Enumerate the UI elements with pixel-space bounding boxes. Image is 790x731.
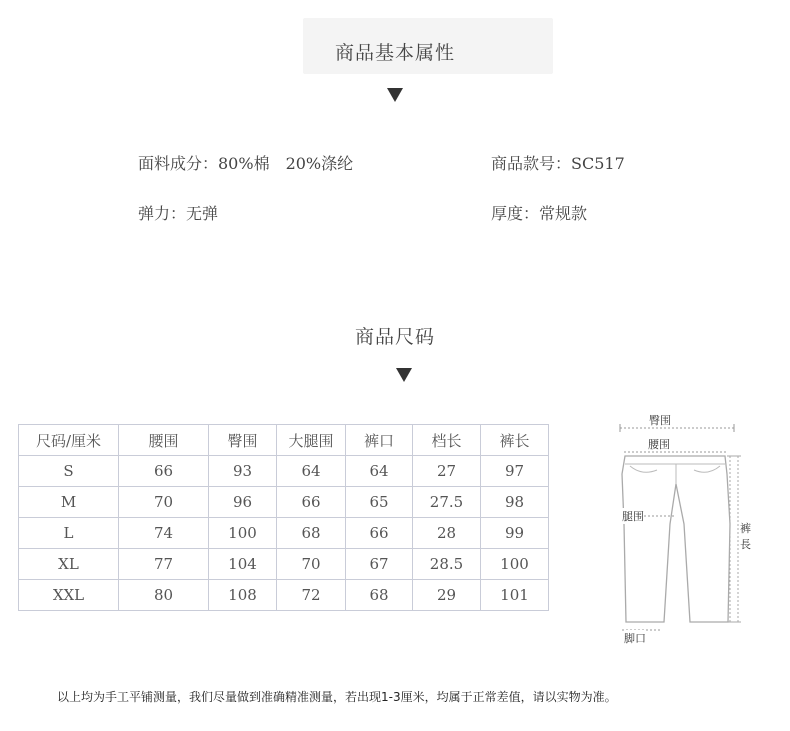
- size-table-header-cell: 大腿围: [277, 425, 346, 456]
- diagram-label-thigh: 腿围: [622, 510, 644, 523]
- diagram-label-hem: 脚口: [624, 632, 646, 645]
- size-table-value-cell: 74: [119, 518, 209, 549]
- size-table-size-cell: S: [19, 456, 119, 487]
- diagram-label-length-1: 裤: [740, 522, 751, 535]
- size-table-value-cell: 101: [481, 580, 549, 611]
- size-table-value-cell: 27.5: [413, 487, 481, 518]
- size-table-header-row: [19, 425, 549, 456]
- size-table-value-cell: 68: [277, 518, 346, 549]
- size-table: [18, 424, 549, 611]
- size-table-size-cell: M: [19, 487, 119, 518]
- size-table-value-cell: 72: [277, 580, 346, 611]
- size-table-size-cell: XXL: [19, 580, 119, 611]
- size-table-value-cell: 29: [413, 580, 481, 611]
- size-table-header-cell: 腰围: [119, 425, 209, 456]
- size-table-header-cell: 裤口: [346, 425, 413, 456]
- pants-outline-illustration: [602, 404, 762, 654]
- diagram-label-waist: 腰围: [648, 438, 670, 451]
- down-arrow-icon: [387, 88, 403, 102]
- size-table-value-cell: 66: [346, 518, 413, 549]
- size-table-value-cell: 67: [346, 549, 413, 580]
- size-table-value-cell: 27: [413, 456, 481, 487]
- section-title-basic-attributes: 商品基本属性: [334, 42, 455, 64]
- size-table-value-cell: 99: [481, 518, 549, 549]
- size-table-row: [19, 580, 549, 611]
- size-table-header-cell: 档长: [413, 425, 481, 456]
- size-table-value-cell: 66: [277, 487, 346, 518]
- section-title-size: 商品尺码: [354, 326, 435, 348]
- attr-elasticity: 弹力：无弹: [138, 204, 219, 223]
- size-table-value-cell: 96: [209, 487, 277, 518]
- size-table-value-cell: 68: [346, 580, 413, 611]
- size-table-header-cell: 臀围: [209, 425, 277, 456]
- size-table-value-cell: 104: [209, 549, 277, 580]
- size-table-row: [19, 518, 549, 549]
- size-table-value-cell: 100: [209, 518, 277, 549]
- size-table-row: [19, 549, 549, 580]
- size-table-value-cell: 70: [277, 549, 346, 580]
- size-table-row: [19, 487, 549, 518]
- size-table-value-cell: 28: [413, 518, 481, 549]
- size-table-value-cell: 28.5: [413, 549, 481, 580]
- size-table-size-cell: XL: [19, 549, 119, 580]
- attr-style-number: 商品款号：SC517: [491, 154, 625, 173]
- size-table-size-cell: L: [19, 518, 119, 549]
- attr-fabric: 面料成分：80%棉 20%涤纶: [138, 154, 354, 173]
- size-table-value-cell: 70: [119, 487, 209, 518]
- size-table-row: [19, 456, 549, 487]
- diagram-label-length-2: 長: [740, 538, 751, 551]
- size-table-value-cell: 98: [481, 487, 549, 518]
- size-table-header-cell: 尺码/厘米: [19, 425, 119, 456]
- size-table-value-cell: 97: [481, 456, 549, 487]
- measurement-note: 以上均为手工平铺测量，我们尽量做到准确精准测量，若出现1-3厘米，均属于正常差值，请以实物为准。: [57, 690, 617, 704]
- size-table-header-cell: 裤长: [481, 425, 549, 456]
- pants-diagram: [602, 404, 762, 654]
- size-table-value-cell: 93: [209, 456, 277, 487]
- size-table-value-cell: 66: [119, 456, 209, 487]
- diagram-label-hip: 臀围: [649, 414, 671, 427]
- size-table-value-cell: 65: [346, 487, 413, 518]
- size-table-value-cell: 77: [119, 549, 209, 580]
- size-table-value-cell: 100: [481, 549, 549, 580]
- size-table-value-cell: 108: [209, 580, 277, 611]
- attr-thickness: 厚度：常规款: [491, 204, 588, 223]
- size-table-value-cell: 64: [346, 456, 413, 487]
- down-arrow-icon: [396, 368, 412, 382]
- size-table-value-cell: 80: [119, 580, 209, 611]
- size-table-value-cell: 64: [277, 456, 346, 487]
